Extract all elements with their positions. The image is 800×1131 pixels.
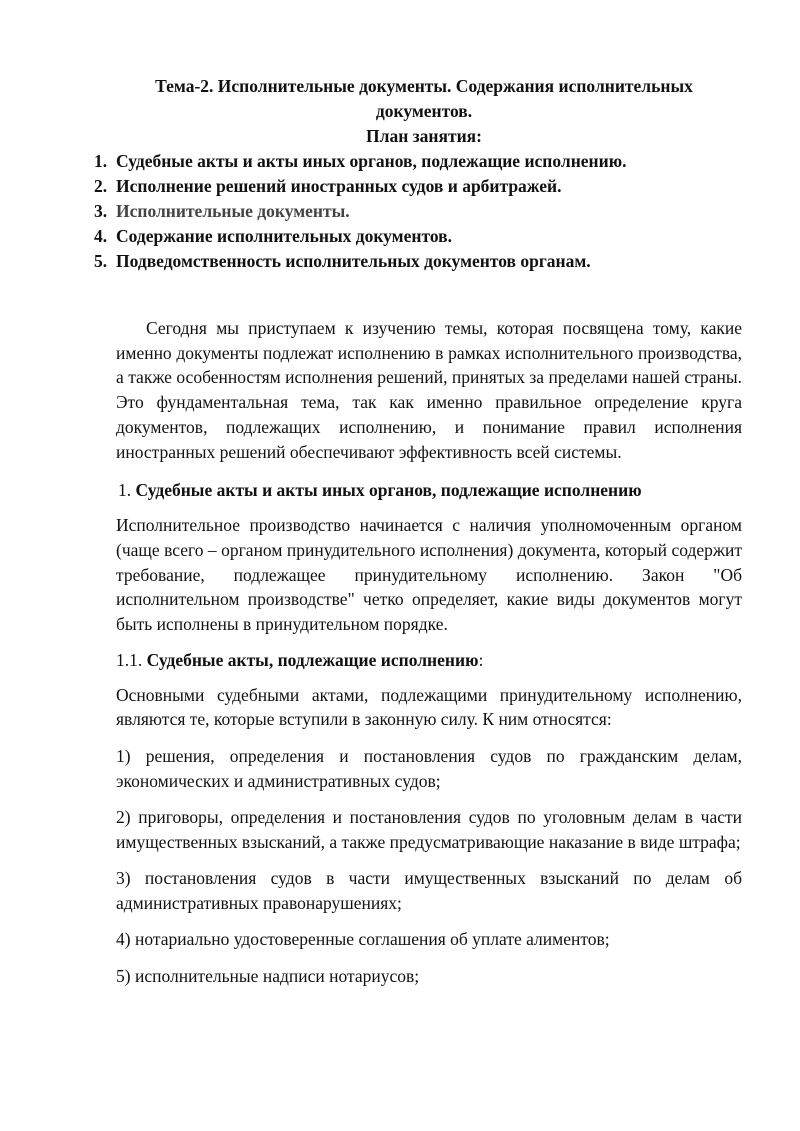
plan-item — [94, 174, 742, 199]
plan-title: План занятия: — [366, 126, 482, 146]
list-item: 5) исполнительные надписи нотариусов; — [116, 965, 420, 986]
section-1-body: Исполнительное производство начинается с наличия уполномоченным органом (чаще всего – органом принудительного исполнения) документа, который содержит требование, подлежащее принудительному исполнению. Закон "Об исполнительном производстве" четко определяет, какие виды документов могут быть исполнены в принудительном порядке. — [116, 515, 742, 635]
plan-item — [94, 149, 742, 174]
list-item: 4) нотариально удостоверенные соглашения об уплате алиментов; — [116, 929, 610, 950]
section-1-1-number: 1.1. — [116, 649, 143, 670]
document-title: Тема-2. Исполнительные документы. Содержания исполнительных документов. — [155, 76, 693, 121]
section-1-1-colon: : — [478, 649, 484, 670]
section-1-1-title: Судебные акты, подлежащие исполнению — [146, 649, 479, 670]
plan-list — [94, 149, 742, 274]
plan-item — [94, 224, 742, 249]
list-item: 2) приговоры, определения и постановления судов по уголовным делам в части имущественных взысканий, а также предусматривающие наказание в виде штрафа; — [116, 807, 742, 852]
plan-item-text: Исполнение решений иностранных судов и арбитражей. — [116, 176, 562, 196]
section-1-number: 1. — [118, 480, 132, 501]
plan-item-number: 4. — [94, 226, 108, 246]
plan-item-text: Исполнительные документы. — [116, 201, 350, 221]
section-1-heading — [116, 478, 742, 502]
list-item: 1) решения, определения и постановления судов по гражданским делам, экономических и административных судов; — [116, 746, 742, 791]
plan-item-number: 5. — [94, 251, 108, 271]
plan-item-text: Содержание исполнительных документов. — [116, 226, 452, 246]
plan-item — [94, 249, 742, 274]
section-1-1-heading — [116, 648, 742, 672]
plan-item-text: Подведомственность исполнительных документов органам. — [116, 251, 591, 271]
plan-item — [94, 199, 742, 224]
plan-item-number: 3. — [94, 201, 108, 221]
list-item: 3) постановления судов в части имущественных взысканий по делам об административных правонарушениях; — [116, 868, 742, 913]
intro-paragraph: Сегодня мы приступаем к изучению темы, которая посвящена тому, какие именно документы подлежат исполнению в рамках исполнительного производства, а также особенностям исполнения решений, принятых за пределами нашей страны. Это фундаментальная тема, так как именно правильное определение круга документов, подлежащих исполнению, и понимание правил исполнения иностранных решений обеспечивают эффективность всей системы. — [116, 318, 742, 462]
plan-item-number: 1. — [94, 151, 108, 171]
plan-item-text: Судебные акты и акты иных органов, подлежащие исполнению. — [116, 151, 627, 171]
section-1-title: Судебные акты и акты иных органов, подлежащие исполнению — [135, 480, 642, 501]
section-1-1-body: Основными судебными актами, подлежащими принудительному исполнению, являются те, которые вступили в законную силу. К ним относятся: — [116, 684, 742, 730]
plan-item-number: 2. — [94, 176, 108, 196]
